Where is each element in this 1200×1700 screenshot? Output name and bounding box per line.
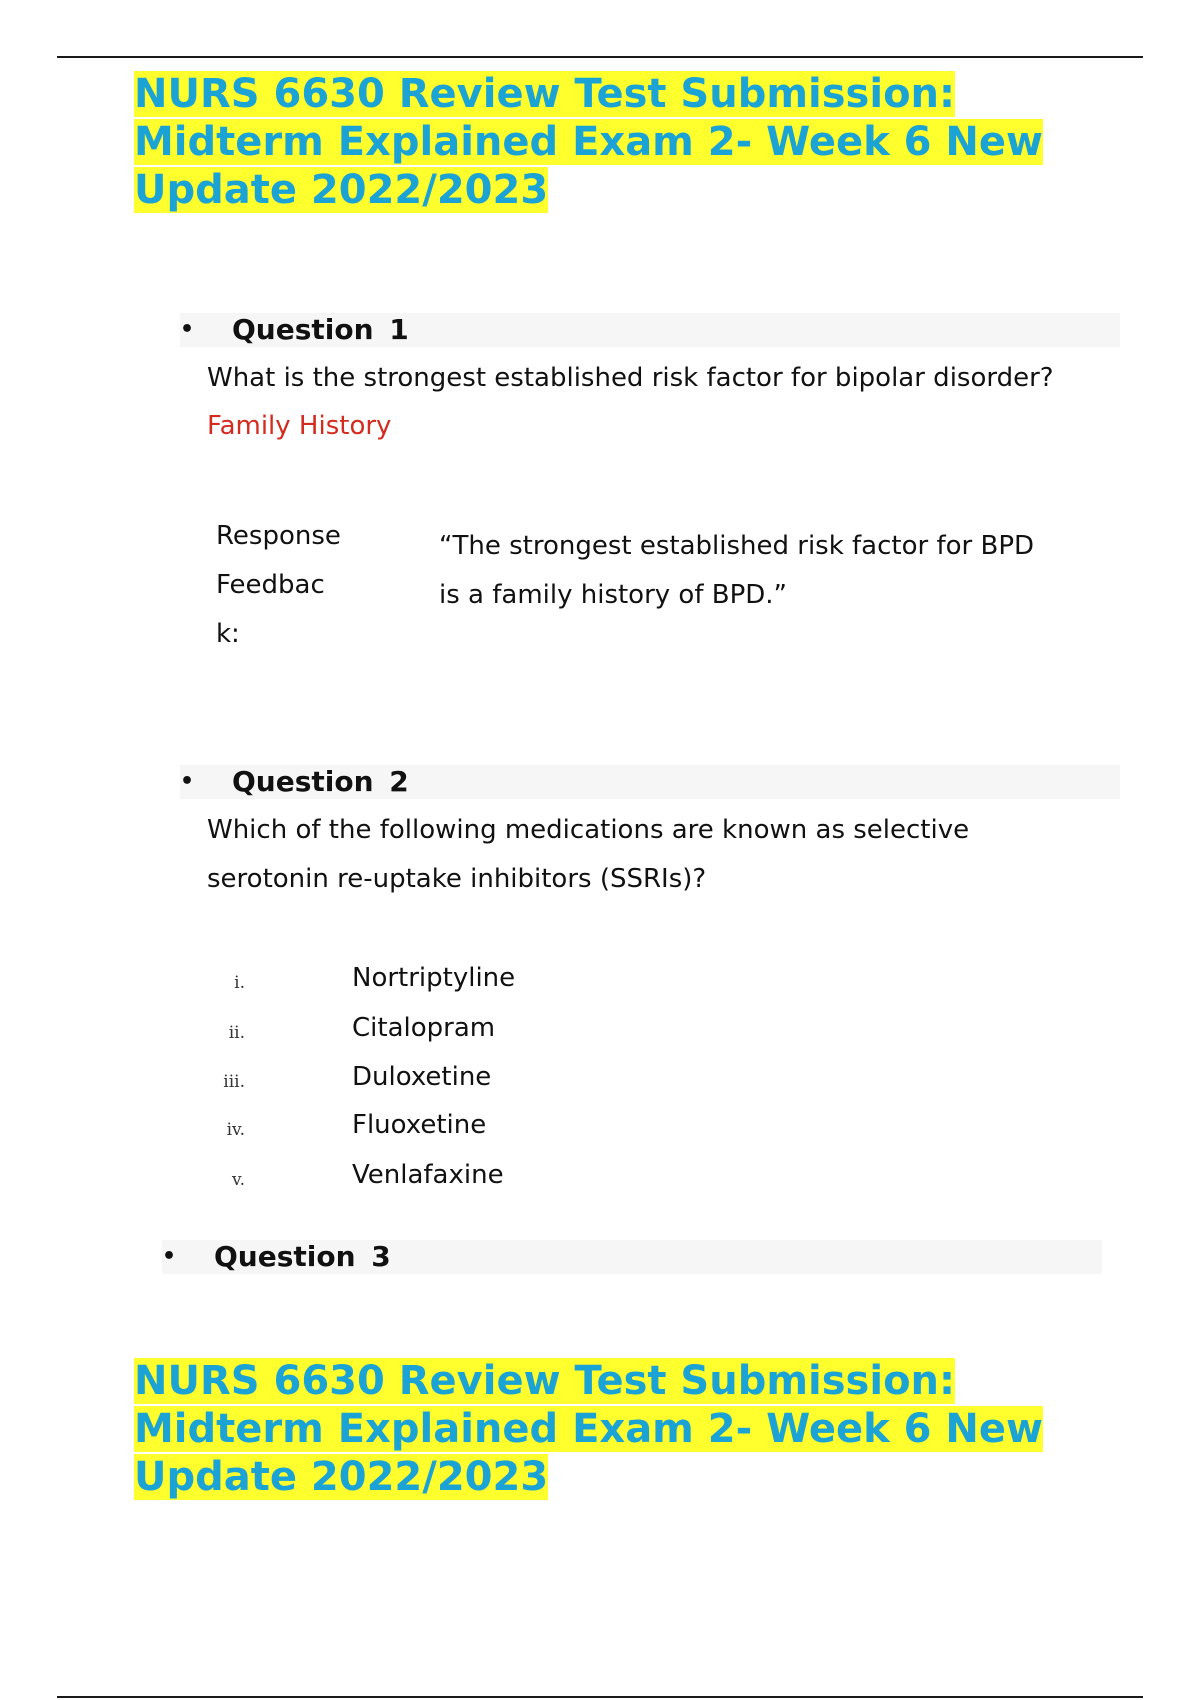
response-feedback-text: “The strongest established risk factor for BPD is a family history of BPD.” bbox=[439, 531, 1035, 610]
option-number: iii. bbox=[223, 1072, 245, 1092]
bullet-icon: • bbox=[180, 317, 195, 342]
option-number: i. bbox=[234, 973, 245, 993]
bullet-icon: • bbox=[162, 1244, 177, 1269]
option-label: Duloxetine bbox=[352, 1062, 492, 1092]
question-label: Question 2 bbox=[232, 765, 409, 798]
bottom-rule bbox=[57, 1696, 1143, 1698]
footer-title: NURS 6630 Review Test Submission: Midterm Explained Exam 2- Week 6 New Update 2022/2023 bbox=[134, 1358, 1043, 1500]
option-item bbox=[0, 1004, 800, 1053]
option-label: Fluoxetine bbox=[352, 1110, 487, 1140]
question-label: Question 1 bbox=[232, 313, 409, 346]
response-feedback-label: Response Feedback: bbox=[216, 521, 341, 649]
question-2-text: Which of the following medications are known as selective serotonin re-uptake inhibitors (SSRIs)? bbox=[207, 815, 970, 894]
question-3-heading bbox=[162, 1240, 1102, 1274]
option-label: Citalopram bbox=[352, 1013, 496, 1043]
question-label: Question 3 bbox=[214, 1240, 391, 1273]
question-1-heading bbox=[180, 313, 1120, 347]
option-number: v. bbox=[232, 1170, 245, 1190]
option-item bbox=[0, 954, 800, 1003]
option-item bbox=[0, 1151, 800, 1200]
option-number: iv. bbox=[226, 1120, 245, 1140]
question-2-heading bbox=[180, 765, 1120, 799]
bullet-icon: • bbox=[180, 769, 195, 794]
option-label: Venlafaxine bbox=[352, 1160, 504, 1190]
question-1-answer: Family History bbox=[207, 411, 392, 441]
option-number: ii. bbox=[228, 1023, 245, 1043]
option-item bbox=[0, 1053, 800, 1102]
document-title: NURS 6630 Review Test Submission: Midterm Explained Exam 2- Week 6 New Update 2022/2023 bbox=[134, 71, 1043, 213]
top-rule bbox=[57, 56, 1143, 58]
option-label: Nortriptyline bbox=[352, 963, 516, 993]
option-item bbox=[0, 1101, 800, 1150]
question-1-text: What is the strongest established risk factor for bipolar disorder? bbox=[207, 363, 1054, 393]
